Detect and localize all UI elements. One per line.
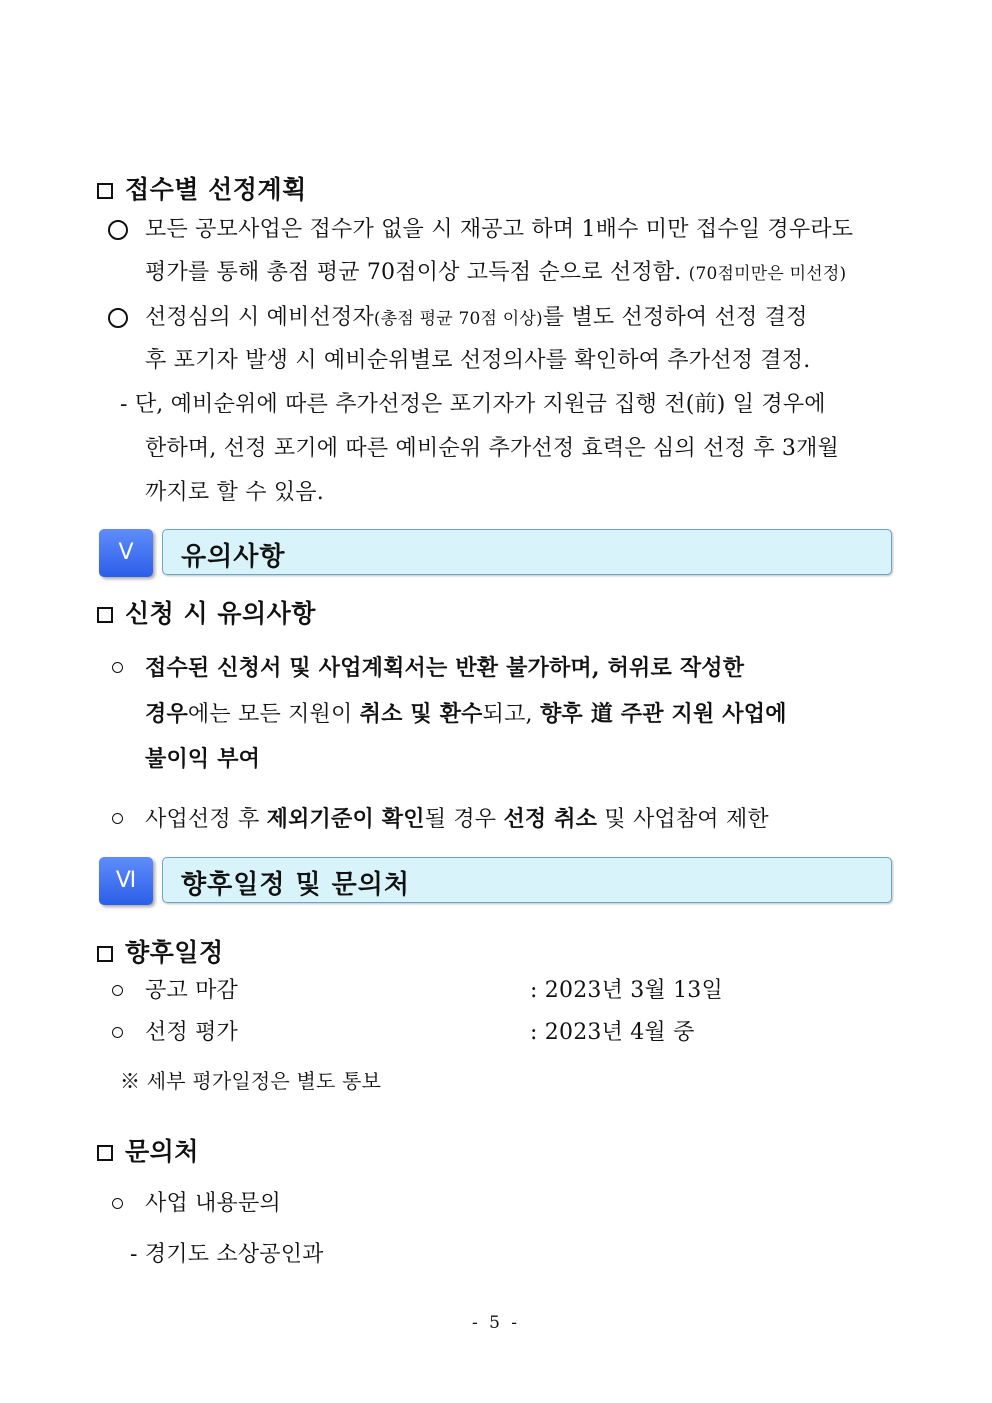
schedule-value: : 2023년 3월 13일 [530, 978, 723, 1003]
checkbox-square-icon [97, 1145, 113, 1161]
section-number-badge: Ⅵ [99, 857, 153, 905]
plan-dash-line1: - 단, 예비순위에 따른 추가선정은 포기자가 지원금 집행 전(前) 일 경우에 [120, 392, 826, 417]
section-title: 유의사항 [181, 542, 286, 572]
caution-item1-line3: 불이익 부여 [145, 746, 261, 772]
caution-item1-line2: 경우에는 모든 지원이 취소 및 환수되고, 향후 道 주관 지원 사업에 [145, 701, 787, 727]
schedule-note: ※ 세부 평가일정은 별도 통보 [120, 1069, 382, 1093]
contact-sub: - 경기도 소상공인과 [130, 1242, 324, 1267]
schedule-label: 공고 마감 [145, 978, 239, 1003]
small-circle-bullet-icon [112, 1198, 123, 1209]
plan-bullet2-line1: 선정심의 시 예비선정자(총점 평균 70점 이상)를 별도 선정하여 선정 결정 [145, 305, 808, 330]
contact-item: 사업 내용문의 [145, 1191, 281, 1216]
caution-item2: 사업선정 후 제외기준이 확인될 경우 선정 취소 및 사업참여 제한 [145, 806, 769, 832]
section-number-badge: Ⅴ [99, 529, 153, 577]
schedule-label: 선정 평가 [145, 1020, 239, 1045]
plan-bullet2-line2: 후 포기자 발생 시 예비순위별로 선정의사를 확인하여 추가선정 결정. [145, 348, 811, 373]
small-circle-bullet-icon [112, 662, 123, 673]
caution-heading: 신청 시 유의사항 [97, 594, 316, 630]
caution-item1-line1: 접수된 신청서 및 사업계획서는 반환 불가하며, 허위로 작성한 [145, 655, 745, 681]
page-number: - 5 - [471, 1313, 521, 1333]
plan-heading: 접수별 선정계획 [97, 170, 307, 206]
plan-dash-line2: 한하며, 선정 포기에 따른 예비순위 추가선정 효력은 심의 선정 후 3개월 [145, 436, 839, 461]
checkbox-square-icon [97, 183, 113, 199]
circle-bullet-icon [108, 308, 128, 328]
plan-bullet1-line2: 평가를 통해 총점 평균 70점이상 고득점 순으로 선정함. (70점미만은 미선정) [145, 260, 847, 285]
plan-bullet1-line1: 모든 공모사업은 접수가 없을 시 재공고 하며 1배수 미만 접수일 경우라도 [145, 217, 854, 242]
section-title: 향후일정 및 문의처 [181, 870, 411, 900]
contact-heading: 문의처 [97, 1132, 199, 1168]
section-title-bar [162, 857, 892, 903]
small-circle-bullet-icon [112, 985, 123, 996]
checkbox-square-icon [97, 607, 113, 623]
schedule-heading: 향후일정 [97, 933, 224, 969]
schedule-value: : 2023년 4월 중 [530, 1020, 695, 1045]
plan-dash-line3: 까지로 할 수 있음. [145, 480, 324, 505]
section-title-bar [162, 529, 892, 575]
small-circle-bullet-icon [112, 1027, 123, 1038]
circle-bullet-icon [108, 220, 128, 240]
small-circle-bullet-icon [112, 813, 123, 824]
checkbox-square-icon [97, 946, 113, 962]
